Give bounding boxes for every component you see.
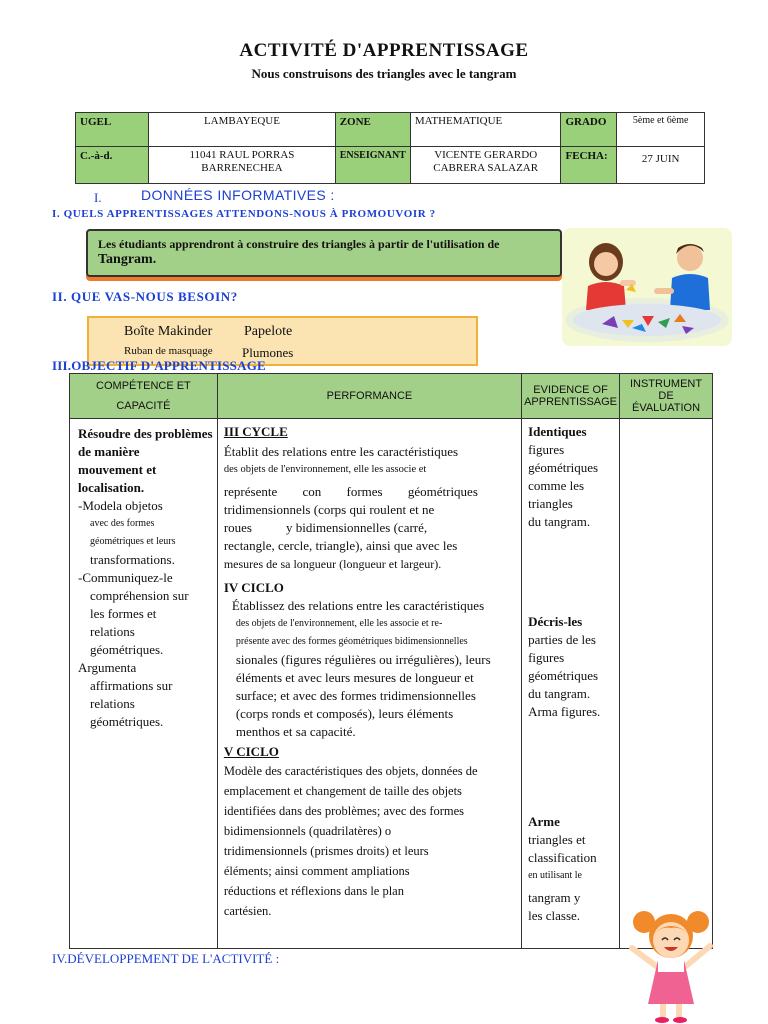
question-objective: III.OBJECTIF D'APPRENTISSAGE <box>52 358 266 373</box>
page-subtitle: Nous construisons des triangles avec le tangram <box>251 66 517 81</box>
material-item: Papelote <box>244 324 293 339</box>
section-development: IV.DÉVELOPPEMENT DE L'ACTIVITÉ : <box>52 951 280 966</box>
zone-label: ZONE <box>335 113 410 147</box>
cheering-girl-illustration <box>622 900 720 1024</box>
date-label: FECHA: <box>561 147 617 184</box>
learning-goal-text: Les étudiants apprendront à construire des triangles à partir de l'utilisation de <box>98 237 500 251</box>
objective-table <box>69 373 713 949</box>
cycle-heading: III CYCLE <box>223 424 288 439</box>
section-title-informative: DONNÉES INFORMATIVES : <box>141 187 335 203</box>
ugel-value: LAMBAYEQUE <box>149 113 336 147</box>
cycle-heading: V CICLO <box>223 744 279 759</box>
section-number: I. <box>94 190 102 205</box>
material-item: Ruban de masquage <box>124 345 213 357</box>
header-instrument: INSTRUMENT DE ÉVALUATION <box>620 374 713 419</box>
zone-value: MATHEMATIQUE <box>410 113 561 147</box>
ugel-label: UGEL <box>76 113 149 147</box>
info-table <box>75 112 705 184</box>
learning-goal-box <box>86 229 562 277</box>
material-item: Plumones <box>242 345 294 360</box>
material-item: Boîte Makinder <box>124 324 213 339</box>
header-evidence: EVIDENCE OF APPRENTISSAGE <box>522 374 620 419</box>
page-title: ACTIVITÉ D'APPRENTISSAGE <box>239 40 529 61</box>
grado-value: 5ème et 6ème <box>617 113 705 147</box>
ca-value: 11041 RAUL PORRAS BARRENECHEA <box>149 147 336 184</box>
question-needs: II. QUE VAS-NOUS BESOIN? <box>52 289 238 304</box>
question-learning: I. QUELS APPRENTISSAGES ATTENDONS-NOUS À PROMOUVOIR ? <box>52 208 436 220</box>
instrument-cell <box>620 419 713 949</box>
teacher-value: VICENTE GERARDO CABRERA SALAZAR <box>410 147 561 184</box>
evidence-cell: Identiques figures géométriques comme les triangles du tangram. Décris-les parties de les figures géométriques du tangram. Arma figures. Arme triangles et classification en utilisant le tangram y les classe. <box>522 419 620 949</box>
date-value: 27 JUIN <box>617 147 705 184</box>
ca-label: C.-à-d. <box>76 147 149 184</box>
children-tangram-illustration <box>562 228 732 346</box>
header-competence: COMPÉTENCE ET CAPACITÉ <box>70 374 218 419</box>
header-performance: PERFORMANCE <box>217 374 521 419</box>
competence-cell: Résoudre des problèmes de manière mouvement et localisation. -Modela objetos avec des formes géométriques et leurs transformations. -Communiquez-le compréhension sur les formes et relations géométriques. Argumenta affirmations sur relations géométriques. <box>70 419 218 949</box>
teacher-label: ENSEIGNANT <box>335 147 410 184</box>
performance-cell: III CYCLE Établit des relations entre les caractéristiques des objets de l'environnement, elle les associe et représente con formes géométriques tridimensionnels (corps qui roulent et ne roues y bidimensionnelles (carré, rectangle, cercle, triangle), ainsi que avec les mesures de sa longueur (longueur et largeur). IV CICLO Établissez des relations entre les caractéristiques des objets de l'environnement, elle les associe et re- présente avec des formes géométriques bidimensionnelles sionales (figures régulières ou irrégulières), leurs éléments et avec leurs mesures de longueur et surface; et avec des formes tridimensionnelles (corps ronds et composés), leurs éléments menthos et sa capacité. V CICLO Modèle des caractéristiques des objets, données de emplacement et changement de taille des objets identifiées dans des problèmes; avec des formes bidimensionnels (quadrilatères) o tridimensionnels (prismes droits) et leurs éléments; ainsi comment ampliations réductions et réflexions dans le plan cartésien. <box>217 419 521 949</box>
cycle-heading: IV CICLO <box>223 580 284 595</box>
learning-goal-text-2: Tangram. <box>98 252 157 267</box>
grado-label: GRADO <box>561 113 617 147</box>
